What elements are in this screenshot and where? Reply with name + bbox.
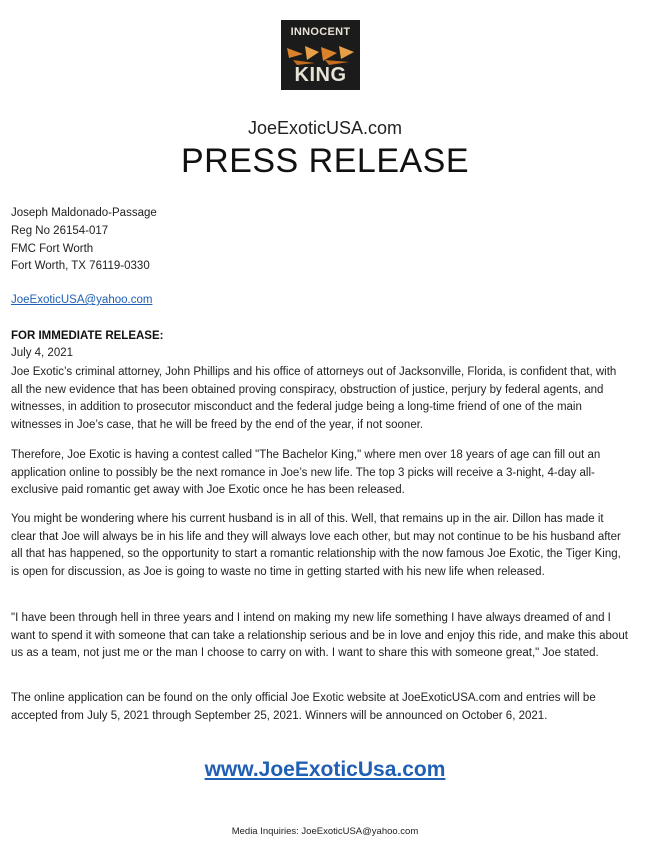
sender-name: Joseph Maldonado-Passage [11, 207, 157, 219]
website-link[interactable]: www.JoeExoticUsa.com [204, 758, 446, 781]
body-paragraph-1: Joe Exotic’s criminal attorney, John Phillips and his office of attorneys out of Jacksonville, Florida, is confident that, with all the new evidence that has been obtained proving conspiracy, obstruction of justice, perjury by federal agents, and witnesses, in addition to prosecutor misconduct and the federal judge being a long-time friend of one of the main witnesses in Joe’s case, that he will be freed by the end of the year, if not sooner. [11, 366, 617, 431]
release-label: FOR IMMEDIATE RELEASE: [11, 330, 164, 342]
innocent-king-logo [281, 20, 360, 90]
tiger-stripes-icon [285, 44, 356, 66]
logo-top-text: INNOCENT [290, 26, 351, 38]
sender-facility: FMC Fort Worth [11, 242, 94, 255]
media-inquiries: Media Inquiries: JoeExoticUSA@yahoo.com [231, 826, 419, 837]
contact-email-link[interactable]: JoeExoticUSA@yahoo.com [11, 294, 153, 306]
release-date: July 4, 2021 [11, 347, 74, 359]
site-name: JoeExoticUSA.com [247, 118, 403, 138]
logo-bottom-text: KING [294, 64, 347, 86]
body-paragraph-5: The online application can be found on the only official Joe Exotic website at JoeExoticUSA.com and entries will be accepted from July 5, 2021 through September 25, 2021. Winners will be announced on October 6, 2021. [11, 692, 596, 722]
sender-city: Fort Worth, TX 76119-0330 [11, 260, 150, 273]
sender-address [11, 205, 157, 276]
body-paragraph-4: "I have been through hell in three years and I intend on making my new life something I have always dreamed of and I want to spend it with someone that can take a relationship serious and be in love and enjoy this ride, and make this about us as a team, not just me or the man I choose to carry on with. I want to share this with someone great," Joe stated. [11, 612, 628, 660]
body-paragraph-2: Therefore, Joe Exotic is having a contest called "The Bachelor King," where men over 18 years of age can fill out an application online to possibly be the next romance in Joe’s new life. The top 3 picks will receive a 3-night, 4-day all-exclusive paid romantic get away with Joe Exotic once he has been released. [11, 449, 601, 497]
body-paragraph-3: You might be wondering where his current husband is in all of this. Well, that remains up in the air. Dillon has made it clear that Joe will always be in his life and they will always love each other, but may not continue to be his husband after all that has happened, so the opportunity to start a romantic relationship with the now famous Joe Exotic, the Tiger King, is open for discussion, as Joe is going to waste no time in getting started with his new life when released. [11, 513, 621, 578]
page-title: PRESS RELEASE [180, 142, 470, 180]
sender-reg-number: Reg No 26154-017 [11, 224, 109, 237]
